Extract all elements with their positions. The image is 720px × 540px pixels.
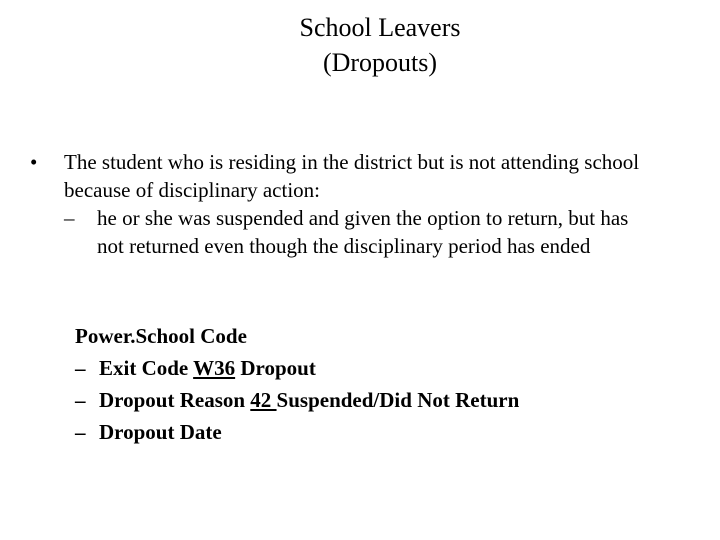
powerschool-heading: Power.School Code (75, 324, 247, 348)
bullet-item (0, 148, 664, 204)
sub-bullet-text: he or she was suspended and given the option to return, but has not returned even though the disciplinary period has ended (97, 206, 629, 258)
dropout-reason-desc: Suspended/Did Not Return (276, 388, 520, 412)
powerschool-code-block (75, 320, 519, 448)
bullet-text: The student who is residing in the district but is not attending school because of disciplinary action: (64, 150, 640, 202)
dash-icon: – (64, 206, 75, 230)
dropout-date-label: Dropout Date (99, 420, 222, 444)
dash-icon: – (75, 420, 86, 444)
exit-code-value: W36 (193, 356, 236, 380)
dropout-reason-code: 42 (250, 388, 277, 412)
slide-title (180, 10, 580, 80)
title-line-1: School Leavers (299, 13, 461, 42)
exit-code-label: Exit Code (99, 356, 194, 380)
bullet-list (0, 148, 720, 260)
exit-code-desc: Dropout (235, 356, 316, 380)
sub-bullet-item (0, 204, 657, 260)
exit-code-row (75, 352, 519, 384)
dash-icon: – (75, 388, 86, 412)
dropout-date-row (75, 416, 519, 448)
title-line-2: (Dropouts) (322, 48, 438, 77)
dropout-reason-row (75, 384, 519, 416)
dropout-reason-label: Dropout Reason (99, 388, 251, 412)
dash-icon: – (75, 356, 86, 380)
bullet-icon: • (30, 150, 38, 174)
